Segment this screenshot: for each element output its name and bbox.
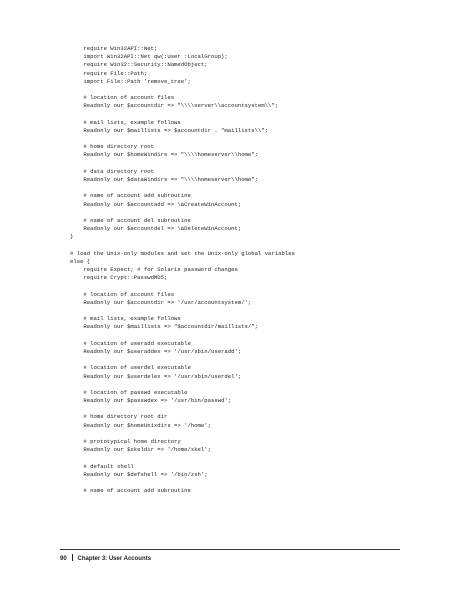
code-line: # home directory root (70, 143, 154, 151)
code-line: Readonly our $accountdir => "\\\\server\\accountsystem\\"; (70, 102, 279, 110)
code-line: # name of account add subroutine (70, 487, 191, 495)
code-line (70, 135, 430, 143)
code-line: import Win32API::Net qw(:User :LocalGroup); (70, 53, 228, 61)
code-line (70, 356, 430, 364)
code-line: import File::Path 'remove_tree'; (70, 77, 191, 85)
code-line: Readonly our $accountdir => '/usr/accountsystem/'; (70, 298, 252, 306)
code-line: # location of account files (70, 290, 175, 298)
code-line: else { (70, 257, 91, 265)
code-line (70, 332, 430, 340)
code-line: Readonly our $defshell => '/bin/zsh'; (70, 470, 208, 478)
code-line (70, 184, 430, 192)
code-line: # prototypical home directory (70, 438, 181, 445)
code-line: require File::Path; (70, 69, 148, 77)
code-line: require Win32::Security::NamedObject; (70, 61, 208, 69)
code-line: # mail lists, example follows (70, 118, 181, 126)
code-line (70, 86, 430, 94)
code-line: # name of account add subroutine (70, 192, 191, 200)
code-line: # location of useradd executable (70, 339, 191, 347)
code-line (70, 282, 430, 290)
code-line: # name of account del subroutine (70, 216, 191, 224)
code-line: Readonly our $useraddex => '/usr/sbin/useradd'; (70, 347, 242, 355)
code-line (70, 111, 430, 119)
code-line: # location of passwd executable (70, 388, 188, 396)
code-line (70, 381, 430, 389)
code-line: # default shell (70, 462, 134, 470)
code-line: Readonly our $skeldir => '/home/skel'; (70, 446, 211, 454)
code-line: # data directory root (70, 167, 154, 175)
code-line: # load the Unix-only modules and set the Unix-only global variables (70, 249, 295, 257)
code-line (70, 209, 430, 217)
code-line: require Expect; # for Solaris password changes (70, 266, 238, 274)
code-line: # mail lists, example follows (70, 315, 181, 323)
code-listing (70, 45, 430, 495)
code-line (70, 307, 430, 315)
code-line: Readonly our $maillists => "$accountdir/maillists/"; (70, 323, 258, 331)
code-line (70, 430, 430, 438)
code-line: # location of userdel executable (70, 364, 191, 372)
code-line (70, 242, 430, 250)
code-line: Readonly our $homeWindirs => "\\\\homeserver\\home"; (70, 151, 258, 159)
code-line: Readonly our $homeUnixdirs => '/home'; (70, 421, 211, 429)
code-line: Readonly our $accountdel => \&DeleteWinAccount; (70, 225, 242, 233)
code-line: # home directory root dir (70, 413, 168, 421)
code-line: Readonly our $passwdex => '/usr/bin/passwd'; (70, 397, 232, 405)
code-line: # location of account files (70, 94, 175, 102)
footer-separator (72, 554, 73, 561)
code-line: require Win32API::Net; (70, 45, 158, 52)
code-line (70, 405, 430, 413)
code-line: require Crypt::PasswdMD5; (70, 274, 168, 282)
code-line: Readonly our $accountadd => \&CreateWinAccount; (70, 200, 242, 208)
code-line (70, 160, 430, 168)
code-line: Readonly our $userdelex => '/usr/sbin/userdel'; (70, 372, 242, 380)
code-line (70, 454, 430, 462)
code-line (70, 479, 430, 487)
page-footer (60, 549, 400, 564)
code-line: Readonly our $dataWindirs => "\\\\homeserver\\home"; (70, 176, 258, 183)
code-line: Readonly our $maillists => $accountdir . "maillists\\"; (70, 126, 269, 134)
page-number: 90 (60, 556, 67, 562)
chapter-label: Chapter 3: User Accounts (77, 556, 151, 562)
footer-content (60, 554, 151, 562)
code-line: } (70, 233, 74, 241)
